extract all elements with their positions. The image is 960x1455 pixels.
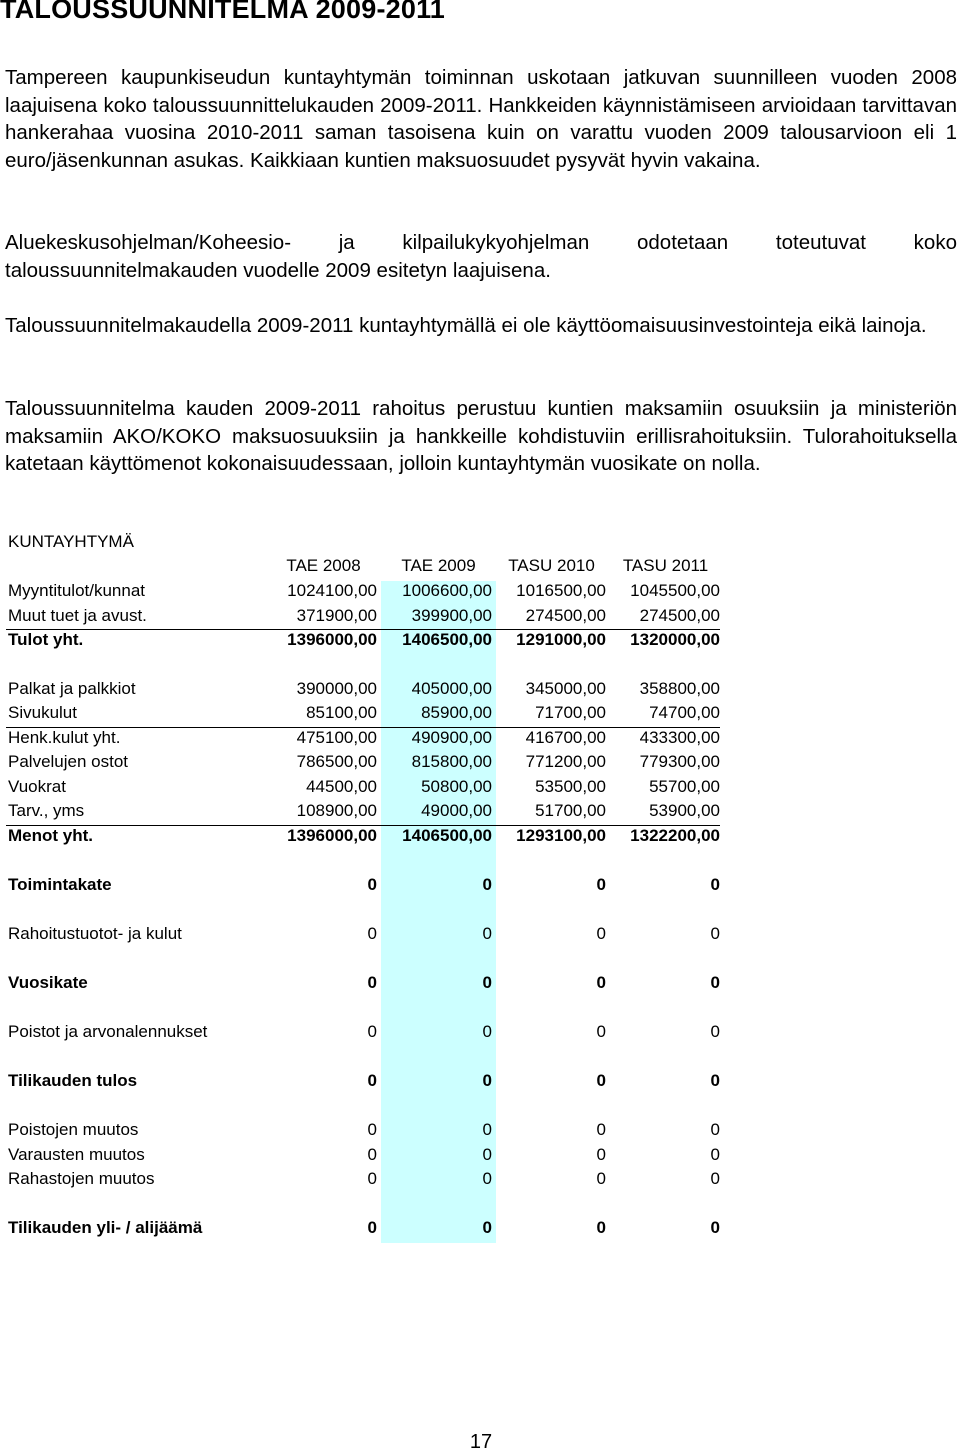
table-row — [0, 801, 730, 825]
cell-value: 44500,00 — [306, 777, 377, 796]
cell-value: 0 — [710, 1145, 720, 1164]
cell-value: 490900,00 — [411, 728, 492, 747]
row-label: Henk.kulut yht. — [8, 728, 121, 747]
cell-value: 0 — [596, 1145, 606, 1164]
cell-value: 0 — [710, 1022, 720, 1041]
cell-value: 0 — [710, 924, 720, 943]
row-label: Rahastojen muutos — [8, 1169, 155, 1188]
row-label: Palkat ja palkkiot — [8, 679, 136, 698]
cell-value: 0 — [710, 973, 720, 992]
cell-value: 1322200,00 — [630, 826, 720, 845]
table-row — [0, 973, 730, 997]
cell-value: 0 — [482, 1169, 492, 1188]
table-row — [0, 606, 730, 630]
table-row — [0, 924, 730, 948]
cell-value: 0 — [710, 1218, 720, 1237]
table-row — [0, 875, 730, 899]
row-label: Muut tuet ja avust. — [8, 606, 147, 625]
cell-value: 85900,00 — [421, 703, 492, 722]
table-title: KUNTAYHTYMÄ — [8, 532, 134, 551]
table-row — [0, 1120, 730, 1144]
cell-value: 0 — [482, 924, 492, 943]
cell-value: 0 — [710, 1071, 720, 1090]
paragraph-investments: Taloussuunnitelmakaudella 2009-2011 kuntayhtymällä ei ole käyttöomaisuusinvestointeja eikä lainoja. — [5, 314, 927, 337]
cell-value: 1406500,00 — [402, 826, 492, 845]
column-header-tasu-2011: TASU 2011 — [622, 556, 709, 575]
cell-value: 1016500,00 — [516, 581, 606, 600]
cell-value: 779300,00 — [639, 752, 720, 771]
table-row — [0, 679, 730, 703]
divider — [6, 825, 720, 826]
cell-value: 371900,00 — [296, 606, 377, 625]
cell-value: 0 — [367, 1145, 377, 1164]
cell-value: 51700,00 — [535, 801, 606, 820]
divider — [6, 727, 720, 728]
cell-value: 1024100,00 — [287, 581, 377, 600]
cell-value: 1293100,00 — [516, 826, 606, 845]
paragraph-financing: Taloussuunnitelma kauden 2009-2011 rahoitus perustuu kuntien maksamiin osuuksiin ja ministeriön maksamiin AKO/KOKO maksuosuuksiin ja hankkeille kohdistuviin erillisrahoituksiin. Tulorahoituksella katetaan käyttömenot kokonaisuudessaan, jolloin kuntayhtymän vuosikate on nolla. — [5, 397, 957, 475]
cell-value: 0 — [596, 1120, 606, 1139]
table-row — [0, 728, 730, 752]
row-label: Tarv., yms — [8, 801, 85, 820]
row-label: Vuokrat — [8, 777, 66, 796]
cell-value: 815800,00 — [411, 752, 492, 771]
cell-value: 0 — [710, 1169, 720, 1188]
cell-value: 0 — [482, 973, 492, 992]
page-number — [0, 1431, 960, 1454]
row-label: Sivukulut — [8, 703, 77, 722]
row-label: Tilikauden yli- / alijäämä — [8, 1218, 203, 1237]
cell-value: 0 — [596, 1169, 606, 1188]
row-label: Varausten muutos — [8, 1145, 145, 1164]
column-header-tae-2008: TAE 2008 — [286, 556, 361, 575]
cell-value: 0 — [367, 1022, 377, 1041]
column-header-tasu-2010: TASU 2010 — [508, 556, 595, 575]
cell-value: 786500,00 — [296, 752, 377, 771]
divider — [6, 629, 720, 630]
cell-value: 55700,00 — [649, 777, 720, 796]
cell-value: 345000,00 — [525, 679, 606, 698]
cell-value: 0 — [482, 1071, 492, 1090]
cell-value: 0 — [367, 1218, 377, 1237]
cell-value: 390000,00 — [296, 679, 377, 698]
row-label: Tulot yht. — [8, 630, 84, 649]
cell-value: 0 — [367, 973, 377, 992]
cell-value: 274500,00 — [525, 606, 606, 625]
row-label: Vuosikate — [8, 973, 88, 992]
cell-value: 0 — [367, 924, 377, 943]
cell-value: 274500,00 — [639, 606, 720, 625]
cell-value: 433300,00 — [639, 728, 720, 747]
cell-value: 0 — [710, 1120, 720, 1139]
cell-value: 0 — [482, 1120, 492, 1139]
cell-value: 771200,00 — [525, 752, 606, 771]
cell-value: 0 — [596, 973, 606, 992]
row-label: Myyntitulot/kunnat — [8, 581, 146, 600]
row-label: Poistot ja arvonalennukset — [8, 1022, 208, 1041]
cell-value: 0 — [482, 1022, 492, 1041]
cell-value: 1320000,00 — [630, 630, 720, 649]
cell-value: 1045500,00 — [630, 581, 720, 600]
table-row — [0, 1145, 730, 1169]
row-label: Palvelujen ostot — [8, 752, 129, 771]
cell-value: 475100,00 — [296, 728, 377, 747]
table-row — [0, 777, 730, 801]
cell-value: 416700,00 — [525, 728, 606, 747]
cell-value: 0 — [367, 1120, 377, 1139]
table-row — [0, 1022, 730, 1046]
row-label: Menot yht. — [8, 826, 93, 845]
cell-value: 108900,00 — [296, 801, 377, 820]
cell-value: 49000,00 — [421, 801, 492, 820]
cell-value: 0 — [710, 875, 720, 894]
cell-value: 0 — [596, 1071, 606, 1090]
paragraph-aluekeskus: Aluekeskusohjelman/Koheesio- ja kilpailukykyohjelman odotetaan toteutuvat koko taloussuunnitelmakauden vuodelle 2009 esitetyn laajuisena. — [5, 231, 957, 282]
table-row — [0, 1169, 730, 1193]
cell-value: 0 — [482, 1145, 492, 1164]
table-row — [0, 703, 730, 727]
cell-value: 1396000,00 — [287, 630, 377, 649]
cell-value: 358800,00 — [639, 679, 720, 698]
row-label: Tilikauden tulos — [8, 1071, 138, 1090]
cell-value: 0 — [367, 1169, 377, 1188]
table-row — [0, 826, 730, 850]
cell-value: 399900,00 — [411, 606, 492, 625]
row-label: Rahoitustuotot- ja kulut — [8, 924, 182, 943]
cell-value: 0 — [482, 875, 492, 894]
cell-value: 0 — [367, 1071, 377, 1090]
cell-value: 85100,00 — [306, 703, 377, 722]
cell-value: 1396000,00 — [287, 826, 377, 845]
paragraph-intro: Tampereen kaupunkiseudun kuntayhtymän toiminnan uskotaan jatkuvan suunnilleen vuoden 2008 laajuisena koko taloussuunnittelukauden 2009-2011. Hankkeiden käynnistämiseen arvioidaan tarvittavan hankerahaa vuosina 2010-2011 saman tasoisena kuin on varattu vuoden 2009 talousarvioon eli 1 euro/jäsenkunnan asukas. Kaikkiaan kuntien maksuosuudet pysyvät hyvin vakaina. — [5, 66, 957, 172]
table-row — [0, 581, 730, 605]
cell-value: 53900,00 — [649, 801, 720, 820]
cell-value: 74700,00 — [649, 703, 720, 722]
cell-value: 0 — [367, 875, 377, 894]
cell-value: 0 — [596, 1022, 606, 1041]
row-label: Poistojen muutos — [8, 1120, 139, 1139]
row-label: Toimintakate — [8, 875, 112, 894]
column-header-tae-2009: TAE 2009 — [401, 556, 476, 575]
cell-value: 1291000,00 — [516, 630, 606, 649]
cell-value: 405000,00 — [411, 679, 492, 698]
cell-value: 53500,00 — [535, 777, 606, 796]
cell-value: 1406500,00 — [402, 630, 492, 649]
page-number-text: 17 — [469, 1431, 493, 1453]
table-row — [0, 630, 730, 654]
page-title: TALOUSSUUNNITELMA 2009-2011 — [0, 0, 446, 24]
cell-value: 0 — [596, 875, 606, 894]
cell-value: 71700,00 — [535, 703, 606, 722]
cell-value: 50800,00 — [421, 777, 492, 796]
cell-value: 0 — [596, 924, 606, 943]
cell-value: 0 — [482, 1218, 492, 1237]
table-row — [0, 1218, 730, 1242]
cell-value: 0 — [596, 1218, 606, 1237]
table-row — [0, 1071, 730, 1095]
table-row — [0, 752, 730, 776]
cell-value: 1006600,00 — [402, 581, 492, 600]
